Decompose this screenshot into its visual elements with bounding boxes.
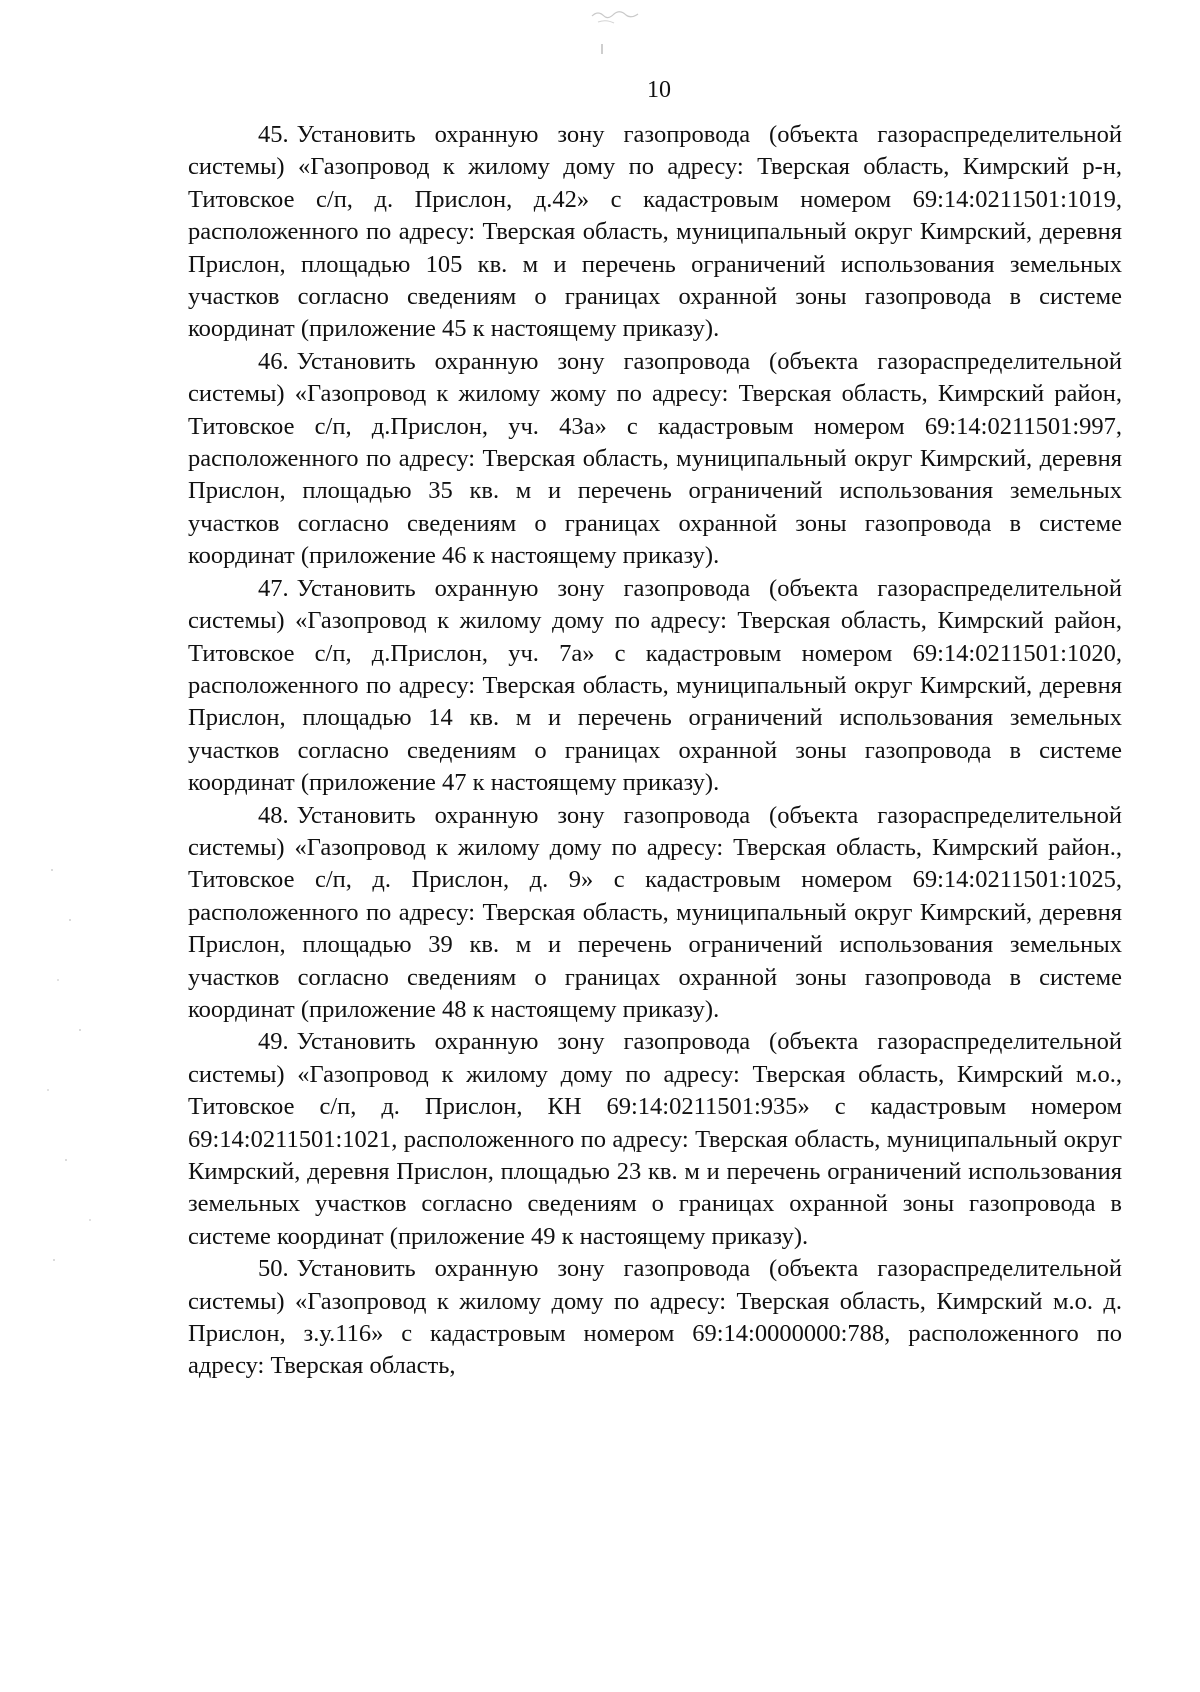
clause-45 bbox=[188, 119, 1122, 346]
clause-text: Установить охранную зону газопровода (объекта газораспределительной системы) «Газопровод к жилому дому по адресу: Тверская область, Кимрский район, Титовское с/п, д.Прислон, уч. 7а» с кадастровым номером 69:14:0211501:1020, расположенного по адресу: Тверская область, муниципальный округ Кимрский, деревня Прислон, площадью 14 кв. м и перечень ограничений использования земельных участков согласно сведениям о границах охранной зоны газопровода в системе координат (приложение 47 к настоящему приказу). bbox=[188, 574, 1122, 797]
clause-text: Установить охранную зону газопровода (объекта газораспределительной системы) «Газопровод к жилому жому по адресу: Тверская область, Кимрский район, Титовское с/п, д.Прислон, уч. 43а» с кадастровым номером 69:14:0211501:997, расположенного по адресу: Тверская область, муниципальный округ Кимрский, деревня Прислон, площадью 35 кв. м и перечень ограничений использования земельных участков согласно сведениям о границах охранной зоны газопровода в системе координат (приложение 46 к настоящему приказу). bbox=[188, 347, 1122, 570]
clause-text: Установить охранную зону газопровода (объекта газораспределительной системы) «Газопровод к жилому дому по адресу: Тверская область, Кимрский м.о. д. Прислон, з.у.116» с кадастровым номером 69:14:0000000:788, расположенного по адресу: Тверская область, bbox=[188, 1255, 1122, 1380]
clause-50 bbox=[188, 1253, 1122, 1383]
clause-number: 45. bbox=[258, 121, 289, 148]
scan-noise-specks bbox=[40, 860, 140, 1280]
page-number: 10 bbox=[647, 77, 671, 103]
clause-text: Установить охранную зону газопровода (объекта газораспределительной системы) «Газопровод к жилому дому по адресу: Тверская область, Кимрский район., Титовское с/п, д. Прислон, д. 9» с кадастровым номером 69:14:0211501:1025, расположенного по адресу: Тверская область, муниципальный округ Кимрский, деревня Прислон, площадью 39 кв. м и перечень ограничений использования земельных участков согласно сведениям о границах охранной зоны газопровода в системе координат (приложение 48 к настоящему приказу). bbox=[188, 801, 1122, 1023]
clause-text: Установить охранную зону газопровода (объекта газораспределительной системы) «Газопровод к жилому дому по адресу: Тверская область, Кимрский р-н, Титовское с/п, д. Прислон, д.42» с кадастровым номером 69:14:0211501:1019, расположенного по адресу: Тверская область, муниципальный округ Кимрский, деревня Прислон, площадью 105 кв. м и перечень ограничений использования земельных участков согласно сведениям о границах охранной зоны газопровода в системе координат (приложение 45 к настоящему приказу). bbox=[188, 121, 1122, 343]
clause-47 bbox=[188, 573, 1122, 800]
order-clauses bbox=[188, 119, 1122, 1383]
clause-49 bbox=[188, 1026, 1122, 1253]
clause-number: 47. bbox=[258, 574, 289, 602]
clause-number: 49. bbox=[258, 1028, 289, 1056]
clause-46 bbox=[188, 346, 1122, 573]
clause-number: 46. bbox=[258, 347, 289, 375]
clause-48 bbox=[188, 800, 1122, 1027]
clause-number: 50. bbox=[258, 1255, 289, 1283]
clause-text: Установить охранную зону газопровода (объекта газораспределительной системы) «Газопровод к жилому дому по адресу: Тверская область, Кимрский м.о., Титовское с/п, д. Прислон, КН 69:14:0211501:935» с кадастровым номером 69:14:0211501:1021, расположенного по адресу: Тверская область, муниципальный округ Кимрский, деревня Прислон, площадью 23 кв. м и перечень ограничений использования земельных участков согласно сведениям о границах охранной зоны газопровода в системе координат (приложение 49 к настоящему приказу). bbox=[188, 1028, 1122, 1250]
scan-artifact-mark bbox=[578, 2, 678, 62]
clause-number: 48. bbox=[258, 801, 289, 829]
